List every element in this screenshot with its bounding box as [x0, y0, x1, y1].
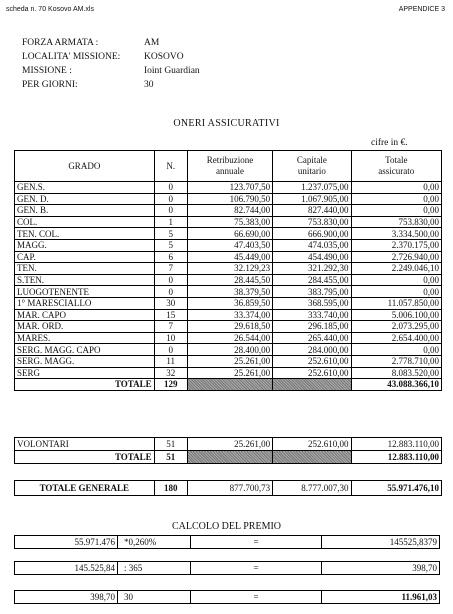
- capitale-cell: 474.035,00: [273, 239, 351, 251]
- capitale-cell: 368.595,00: [273, 297, 351, 309]
- count-cell: 0: [154, 205, 187, 217]
- count-cell: 5: [154, 228, 187, 240]
- grand-total-amount: 55.971.476,10: [351, 481, 441, 496]
- col-header-text: Capitale: [296, 155, 327, 165]
- calc-operator: : 365: [118, 562, 191, 575]
- calc-row-1: [14, 535, 440, 549]
- table-row: [15, 297, 442, 309]
- table-row: [15, 321, 442, 333]
- count-cell: 5: [154, 239, 187, 251]
- retribuzione-cell: 123.707,50: [187, 182, 272, 194]
- capitale-cell: 383.795,00: [273, 286, 351, 298]
- capitale-cell: 1.067.905,00: [273, 193, 351, 205]
- capitale-cell: 321.292,30: [273, 263, 351, 275]
- table-row: [15, 274, 442, 286]
- totale-cell: 753.830,00: [351, 216, 441, 228]
- calc-operator: 30: [118, 591, 191, 604]
- grado-cell: SERG. MAGG. CAPO: [15, 344, 155, 356]
- count-cell: 11: [154, 355, 187, 367]
- table-row: [15, 263, 442, 275]
- totale-cell: 3.334.500,00: [351, 228, 441, 240]
- info-row-localita: [22, 50, 200, 64]
- totale-cell: 0,00: [351, 182, 441, 194]
- volontari-total-count: 51: [154, 451, 187, 464]
- calc-equals: =: [191, 562, 322, 575]
- count-cell: 0: [154, 274, 187, 286]
- totale-cell: 5.006.100,00: [351, 309, 441, 321]
- calc-row: [15, 562, 440, 575]
- grado-cell: 1° MARESCIALLO: [15, 297, 155, 309]
- table-row: [15, 193, 442, 205]
- info-row-giorni: [22, 78, 200, 92]
- calc-result: 145525,8379: [322, 536, 440, 549]
- count-cell: 6: [154, 251, 187, 263]
- totale-cell: 2.073.295,00: [351, 321, 441, 333]
- capitale-cell: 284.455,00: [273, 274, 351, 286]
- totale-cell: 0,00: [351, 205, 441, 217]
- table-header-row: [15, 151, 442, 182]
- count-cell: 30: [154, 297, 187, 309]
- grado-cell: GEN. B.: [15, 205, 155, 217]
- file-name: scheda n. 70 Kosovo AM.xls: [6, 6, 94, 13]
- volontari-count: 51: [154, 438, 187, 451]
- shaded-cell: [187, 451, 272, 464]
- totale-cell: 0,00: [351, 193, 441, 205]
- info-value: Ioint Guardian: [144, 66, 200, 76]
- totale-cell: 0,00: [351, 274, 441, 286]
- calc-title: CALCOLO DEL PREMIO: [171, 521, 282, 532]
- calc-row: [15, 591, 440, 604]
- info-label: LOCALITA' MISSIONE:: [22, 52, 121, 62]
- grand-total-table: [14, 480, 442, 496]
- grado-cell: MAR. ORD.: [15, 321, 155, 333]
- retribuzione-cell: 25.261,00: [187, 367, 272, 379]
- totale-cell: 2.249.046,10: [351, 263, 441, 275]
- col-header-grado: GRADO: [15, 151, 155, 182]
- capitale-cell: 1.237.075,00: [273, 182, 351, 194]
- volontari-totale: 12.883.110,00: [351, 438, 441, 451]
- capitale-cell: 333.740,00: [273, 309, 351, 321]
- count-cell: 1: [154, 216, 187, 228]
- info-label: MISSIONE :: [22, 66, 72, 76]
- volontari-total-amount: 12.883.110,00: [351, 451, 441, 464]
- table-row: [15, 286, 442, 298]
- count-cell: 0: [154, 182, 187, 194]
- totale-cell: 2.370.175,00: [351, 239, 441, 251]
- count-cell: 0: [154, 344, 187, 356]
- table-row: [15, 344, 442, 356]
- retribuzione-cell: 29.618,50: [187, 321, 272, 333]
- count-cell: 0: [154, 286, 187, 298]
- grado-cell: COL.: [15, 216, 155, 228]
- shaded-cell: [187, 379, 272, 391]
- retribuzione-cell: 28.400,00: [187, 344, 272, 356]
- grand-total-count: 180: [154, 481, 187, 496]
- grado-cell: MARES.: [15, 332, 155, 344]
- section-title: ONERI ASSICURATIVI: [173, 118, 280, 129]
- capitale-cell: 284.000,00: [273, 344, 351, 356]
- retribuzione-cell: 32.129,23: [187, 263, 272, 275]
- count-cell: 7: [154, 321, 187, 333]
- table-body: [15, 182, 442, 379]
- capitale-cell: 454.490,00: [273, 251, 351, 263]
- retribuzione-cell: 33.374,00: [187, 309, 272, 321]
- retribuzione-cell: 26.544,00: [187, 332, 272, 344]
- grado-cell: LUOGOTENENTE: [15, 286, 155, 298]
- calc-row-3: [14, 590, 440, 604]
- table-row: [15, 309, 442, 321]
- calc-result: 398,70: [322, 562, 440, 575]
- grado-cell: CAP.: [15, 251, 155, 263]
- calc-equals: =: [191, 591, 322, 604]
- info-label: PER GIORNI:: [22, 80, 78, 90]
- mission-info: [22, 36, 200, 92]
- capitale-cell: 252.610,00: [273, 355, 351, 367]
- volontari-label: VOLONTARI: [15, 438, 155, 451]
- retribuzione-cell: 75.383,00: [187, 216, 272, 228]
- total-label: TOTALE: [15, 379, 155, 391]
- calc-operand: 145.525,84: [15, 562, 118, 575]
- table-row: [15, 239, 442, 251]
- grado-cell: GEN. D.: [15, 193, 155, 205]
- grand-total-capitale: 8.777.007,30: [273, 481, 351, 496]
- retribuzione-cell: 82.744,00: [187, 205, 272, 217]
- volontari-total-row: [15, 451, 442, 464]
- grand-total-label: TOTALE GENERALE: [15, 481, 155, 496]
- grado-cell: TEN. COL.: [15, 228, 155, 240]
- capitale-cell: 296.185,00: [273, 321, 351, 333]
- count-cell: 15: [154, 309, 187, 321]
- insurance-table: [14, 150, 442, 391]
- retribuzione-cell: 28.445,50: [187, 274, 272, 286]
- totale-cell: 2.726.940,00: [351, 251, 441, 263]
- retribuzione-cell: 66.690,00: [187, 228, 272, 240]
- col-header-capitale: [273, 151, 351, 182]
- retribuzione-cell: 38.379,50: [187, 286, 272, 298]
- col-header-n: N.: [154, 151, 187, 182]
- table-row: [15, 182, 442, 194]
- col-header-text: Totale: [385, 155, 408, 165]
- total-amount: 43.088.366,10: [351, 379, 441, 391]
- retribuzione-cell: 25.261,00: [187, 355, 272, 367]
- info-label: FORZA ARMATA :: [22, 38, 99, 48]
- col-header-totale: [351, 151, 441, 182]
- grado-cell: SERG: [15, 367, 155, 379]
- col-header-text: unitario: [297, 166, 326, 176]
- col-header-text: assicurato: [378, 166, 415, 176]
- shaded-cell: [273, 451, 351, 464]
- count-cell: 7: [154, 263, 187, 275]
- currency-note: cifre in €.: [371, 138, 408, 148]
- table-row: [15, 228, 442, 240]
- volontari-total-label: TOTALE: [15, 451, 155, 464]
- capitale-cell: 265.440,00: [273, 332, 351, 344]
- grand-total-row: [15, 481, 442, 496]
- table-row: [15, 355, 442, 367]
- col-header-retribuzione: [187, 151, 272, 182]
- table-row: [15, 251, 442, 263]
- info-value: 30: [144, 80, 154, 90]
- grado-cell: SERG. MAGG.: [15, 355, 155, 367]
- volontari-table: [14, 437, 442, 464]
- info-value: KOSOVO: [144, 52, 184, 62]
- retribuzione-cell: 47.403,50: [187, 239, 272, 251]
- total-row: [15, 379, 442, 391]
- table-row: [15, 205, 442, 217]
- shaded-cell: [273, 379, 351, 391]
- volontari-row: [15, 438, 442, 451]
- calc-operand: 398,70: [15, 591, 118, 604]
- capitale-cell: 753.830,00: [273, 216, 351, 228]
- calc-final-result: 11.961,03: [322, 591, 440, 604]
- info-value: AM: [144, 38, 160, 48]
- totale-cell: 2.778.710,00: [351, 355, 441, 367]
- grado-cell: TEN.: [15, 263, 155, 275]
- calc-row: [15, 536, 440, 549]
- count-cell: 0: [154, 193, 187, 205]
- info-row-forza-armata: [22, 36, 200, 50]
- grand-total-retribuzione: 877.700,73: [187, 481, 272, 496]
- table-row: [15, 332, 442, 344]
- retribuzione-cell: 45.449,00: [187, 251, 272, 263]
- appendix-label: APPENDICE 3: [398, 6, 445, 13]
- volontari-retribuzione: 25.261,00: [187, 438, 272, 451]
- calc-operator: *0,260%: [118, 536, 191, 549]
- count-cell: 32: [154, 367, 187, 379]
- table-row: [15, 367, 442, 379]
- calc-equals: =: [191, 536, 322, 549]
- grado-cell: S.TEN.: [15, 274, 155, 286]
- totale-cell: 11.057.850,00: [351, 297, 441, 309]
- total-count: 129: [154, 379, 187, 391]
- table-row: [15, 216, 442, 228]
- grado-cell: MAR. CAPO: [15, 309, 155, 321]
- count-cell: 10: [154, 332, 187, 344]
- info-row-missione: [22, 64, 200, 78]
- capitale-cell: 252.610,00: [273, 367, 351, 379]
- totale-cell: 0,00: [351, 286, 441, 298]
- calc-operand: 55.971.476: [15, 536, 118, 549]
- totale-cell: 8.083.520,00: [351, 367, 441, 379]
- retribuzione-cell: 106.790,50: [187, 193, 272, 205]
- calc-row-2: [14, 561, 440, 575]
- capitale-cell: 666.900,00: [273, 228, 351, 240]
- grado-cell: GEN.S.: [15, 182, 155, 194]
- col-header-text: Retribuzione: [206, 155, 254, 165]
- col-header-text: annuale: [215, 166, 244, 176]
- totale-cell: 2.654.400,00: [351, 332, 441, 344]
- volontari-capitale: 252.610,00: [273, 438, 351, 451]
- capitale-cell: 827.440,00: [273, 205, 351, 217]
- retribuzione-cell: 36.859,50: [187, 297, 272, 309]
- grado-cell: MAGG.: [15, 239, 155, 251]
- totale-cell: 0,00: [351, 344, 441, 356]
